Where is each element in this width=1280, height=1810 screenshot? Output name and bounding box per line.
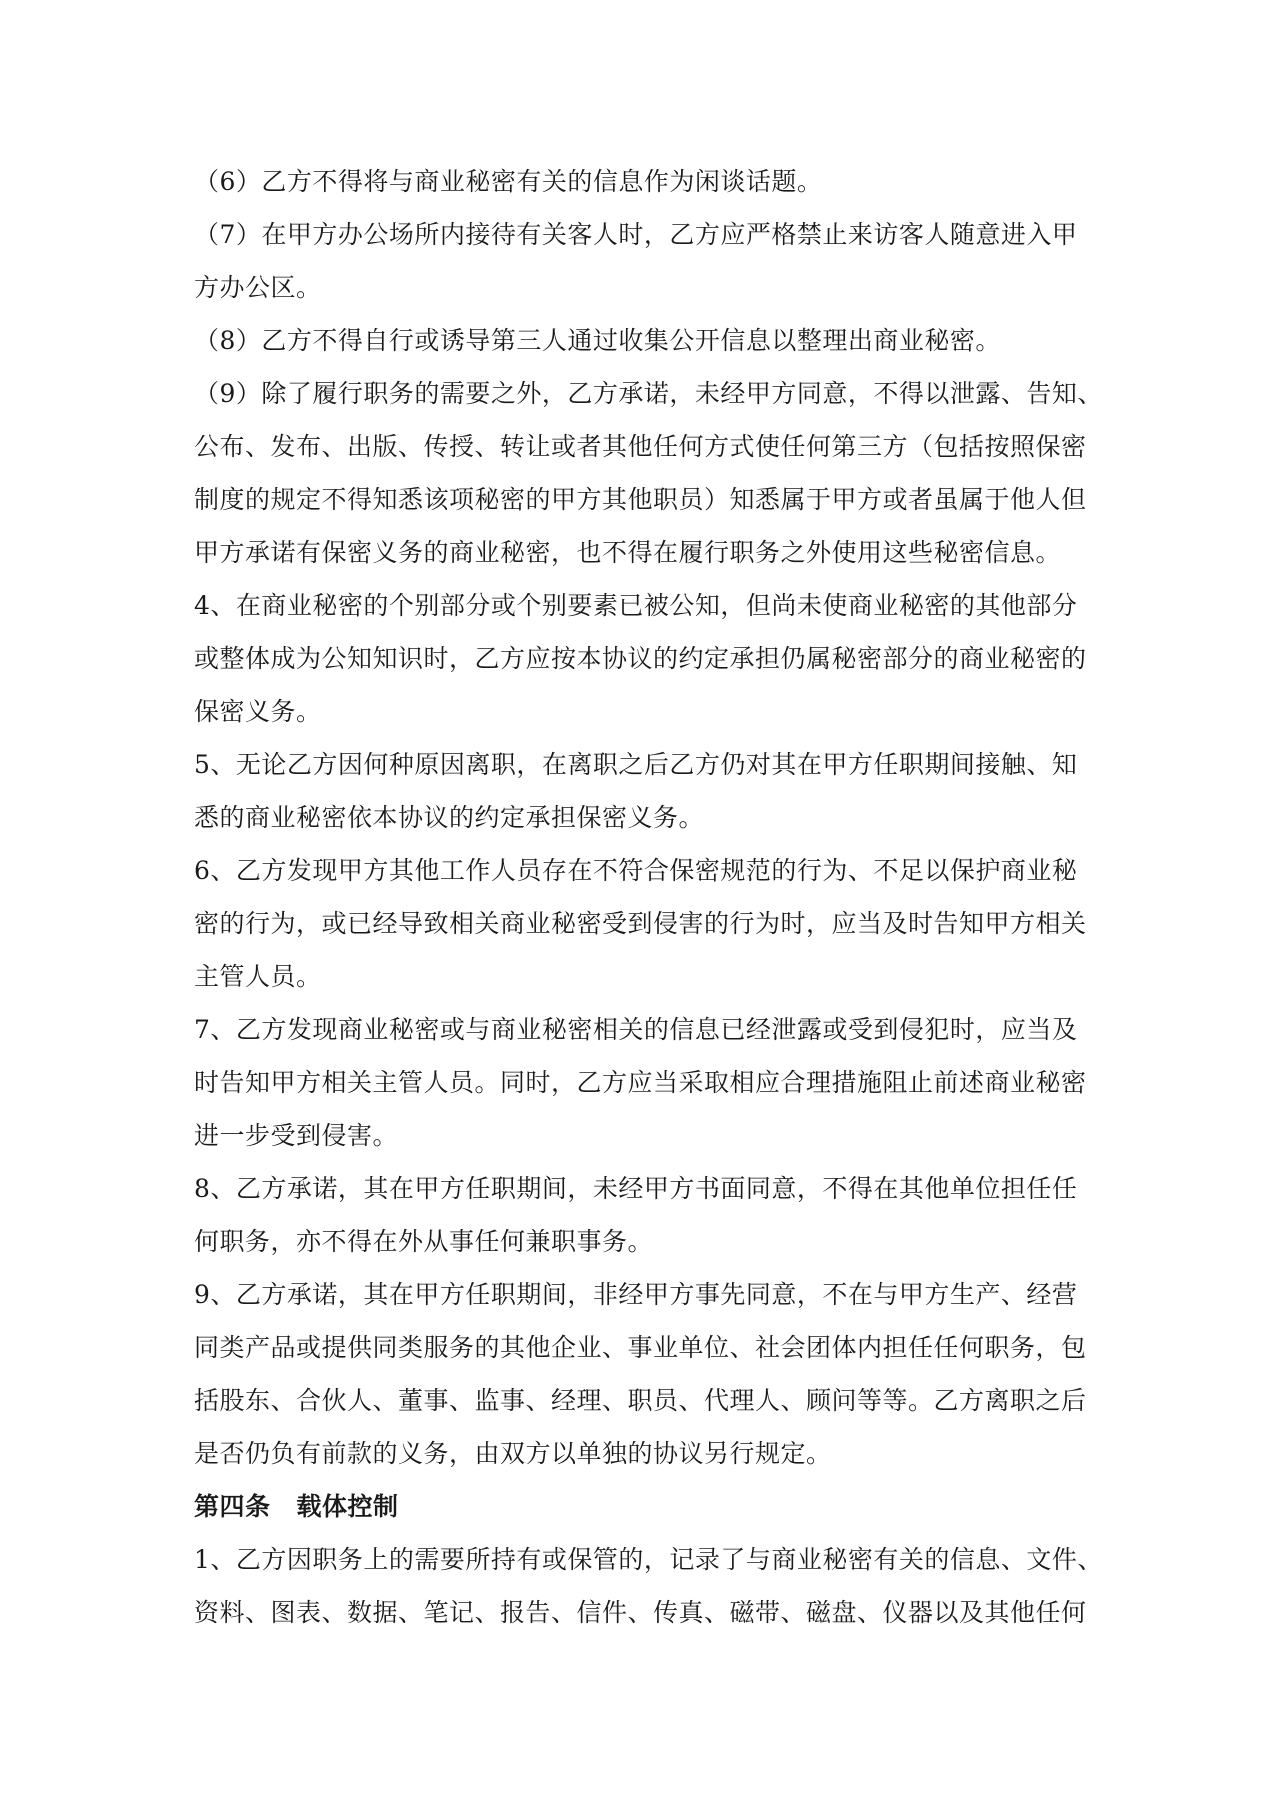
document-page <box>194 155 1103 1639</box>
paragraph-c6 <box>194 844 1094 1003</box>
paragraph-p7 <box>194 208 1094 314</box>
text-line: 进一步受到侵害。 <box>194 1121 399 1150</box>
article-number: 第四条 <box>194 1492 271 1521</box>
text-line: （9）除了履行职务的需要之外，乙方承诺，未经甲方同意，不得以泄露、告知、 <box>194 379 1103 408</box>
text-line: （8）乙方不得自行或诱导第三人通过收集公开信息以整理出商业秘密。 <box>194 326 1001 355</box>
paragraph-c8 <box>194 1162 1094 1268</box>
paragraph-p6 <box>194 155 1094 208</box>
text-line: （6）乙方不得将与商业秘密有关的信息作为闲谈话题。 <box>194 167 823 196</box>
clause-list <box>194 155 1103 1480</box>
text-line: 9、乙方承诺，其在甲方任职期间，非经甲方事先同意，不在与甲方生产、经营 <box>194 1280 1078 1309</box>
text-line: 甲方承诺有保密义务的商业秘密，也不得在履行职务之外使用这些秘密信息。 <box>194 538 1062 567</box>
paragraph-p8 <box>194 314 1094 367</box>
article-heading <box>194 1480 1094 1533</box>
article-title: 载体控制 <box>296 1492 399 1521</box>
text-line: 资料、图表、数据、笔记、报告、信件、传真、磁带、磁盘、仪器以及其他任何 <box>194 1598 1087 1627</box>
paragraph-c4 <box>194 579 1094 738</box>
paragraph-a4c1 <box>194 1533 1103 1639</box>
text-line: 何职务，亦不得在外从事任何兼职事务。 <box>194 1227 654 1256</box>
article-clause-list <box>194 1533 1103 1639</box>
paragraph-c5 <box>194 738 1094 844</box>
text-line: 或整体成为公知知识时，乙方应按本协议的约定承担仍属秘密部分的商业秘密的 <box>194 644 1087 673</box>
text-line: 7、乙方发现商业秘密或与商业秘密相关的信息已经泄露或受到侵犯时，应当及 <box>194 1015 1078 1044</box>
text-line: 制度的规定不得知悉该项秘密的甲方其他职员）知悉属于甲方或者虽属于他人但 <box>194 485 1087 514</box>
text-line: 时告知甲方相关主管人员。同时，乙方应当采取相应合理措施阻止前述商业秘密 <box>194 1068 1087 1097</box>
paragraph-p9 <box>194 367 1103 579</box>
text-line: （7）在甲方办公场所内接待有关客人时，乙方应严格禁止来访客人随意进入甲 <box>194 220 1078 249</box>
text-line: 6、乙方发现甲方其他工作人员存在不符合保密规范的行为、不足以保护商业秘 <box>194 856 1078 885</box>
text-line: 4、在商业秘密的个别部分或个别要素已被公知，但尚未使商业秘密的其他部分 <box>194 591 1078 620</box>
text-line: 同类产品或提供同类服务的其他企业、事业单位、社会团体内担任任何职务，包 <box>194 1333 1087 1362</box>
text-line: 主管人员。 <box>194 962 322 991</box>
text-line: 是否仍负有前款的义务，由双方以单独的协议另行规定。 <box>194 1439 832 1468</box>
text-line: 括股东、合伙人、董事、监事、经理、职员、代理人、顾问等等。乙方离职之后 <box>194 1386 1087 1415</box>
text-line: 密的行为，或已经导致相关商业秘密受到侵害的行为时，应当及时告知甲方相关 <box>194 909 1087 938</box>
paragraph-c9 <box>194 1268 1094 1480</box>
text-line: 保密义务。 <box>194 697 322 726</box>
paragraph-c7 <box>194 1003 1094 1162</box>
text-line: 8、乙方承诺，其在甲方任职期间，未经甲方书面同意，不得在其他单位担任任 <box>194 1174 1078 1203</box>
text-line: 方办公区。 <box>194 273 322 302</box>
text-line: 悉的商业秘密依本协议的约定承担保密义务。 <box>194 803 705 832</box>
text-line: 1、乙方因职务上的需要所持有或保管的，记录了与商业秘密有关的信息、文件、 <box>194 1545 1103 1574</box>
text-line: 公布、发布、出版、传授、转让或者其他任何方式使任何第三方（包括按照保密 <box>194 432 1087 461</box>
text-line: 5、无论乙方因何种原因离职，在离职之后乙方仍对其在甲方任职期间接触、知 <box>194 750 1078 779</box>
